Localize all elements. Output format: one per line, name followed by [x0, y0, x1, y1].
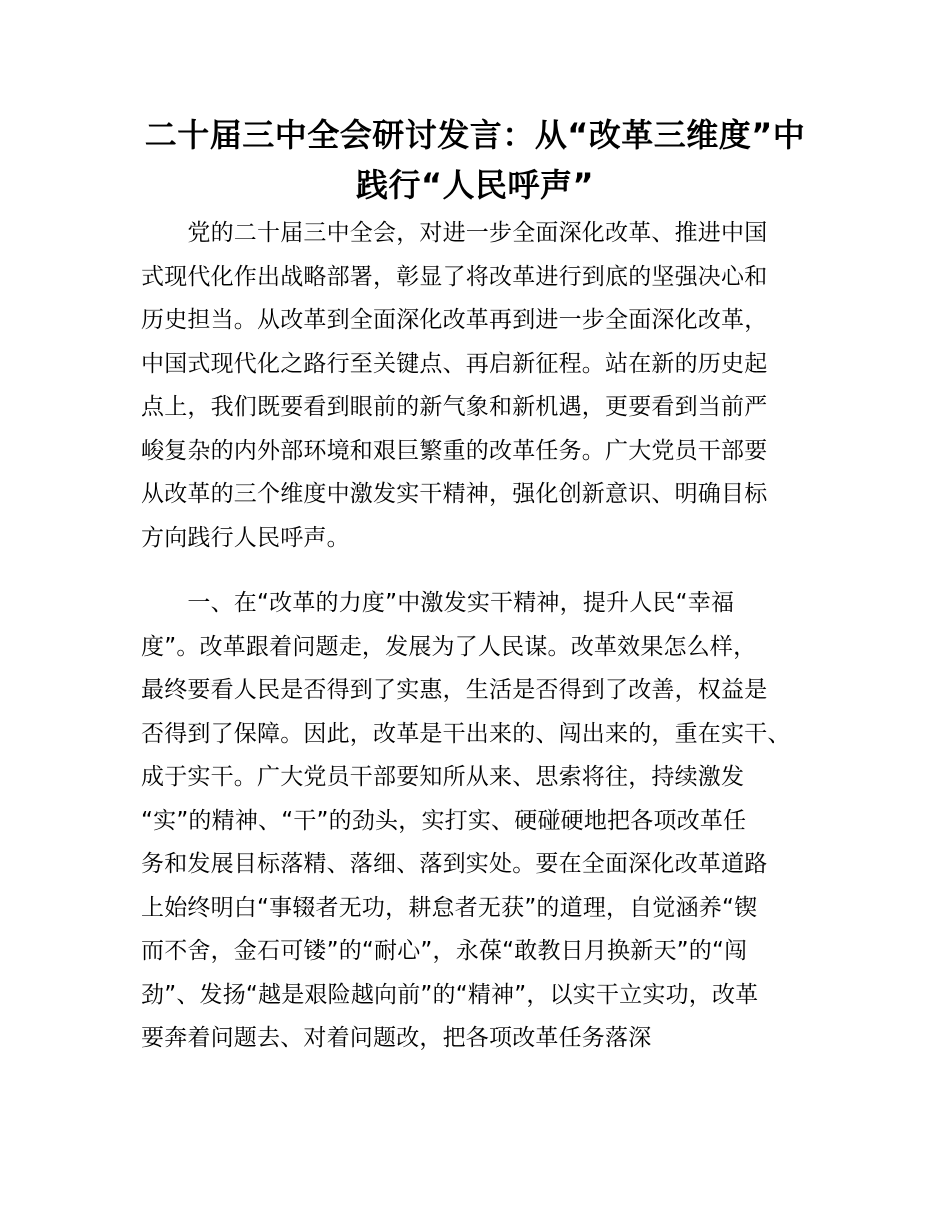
- paragraph-spacer: [141, 560, 831, 582]
- text-line: 而不舍，金石可镂”的“耐心”，永葆“敢教日月换新天”的“闯: [141, 938, 748, 964]
- text-line: 务和发展目标落精、落细、落到实处。要在全面深化改革道路: [141, 851, 768, 877]
- document-title: [110, 110, 840, 210]
- text-line: 历史担当。从改革到全面深化改革再到进一步全面深化改革，: [141, 307, 768, 333]
- text-line: 度”。改革跟着问题走，发展为了人民谋。改革效果怎么样，: [141, 633, 757, 660]
- text-line: 一、在“改革的力度”中激发实干精神，提升人民“幸福: [141, 590, 735, 616]
- text-line: 方向践行人民呼声。: [141, 524, 350, 551]
- text-line: 最终要看人民是否得到了实惠，生活是否得到了改善，权益是: [141, 677, 768, 703]
- text-line: 要奔着问题去、对着问题改，把各项改革任务落深: [141, 1025, 652, 1051]
- text-line: 成于实干。广大党员干部要知所从来、思索将往，持续激发: [141, 764, 745, 790]
- text-line: 中国式现代化之路行至关键点、再启新征程。站在新的历史起: [141, 350, 768, 377]
- title-line: 践行“人民呼声”: [355, 166, 595, 204]
- text-line: 点上，我们既要看到眼前的新气象和新机遇，更要看到当前严: [141, 394, 768, 420]
- paragraph-section-one: [141, 582, 831, 1061]
- text-line: 峻复杂的内外部环境和艰巨繁重的改革任务。广大党员干部要: [141, 437, 768, 464]
- title-line: 二十届三中全会研讨发言：从“改革三维度”中: [144, 116, 806, 154]
- text-line: “实”的精神、“干”的劲头，实打实、硬碰硬地把各项改革任: [141, 807, 747, 834]
- text-line: 式现代化作出战略部署，彰显了将改革进行到底的坚强决心和: [141, 263, 768, 290]
- document-body: [141, 212, 831, 1061]
- text-line: 上始终明白“事辍者无功，耕怠者无获”的道理，自觉涵养“锲: [141, 894, 758, 921]
- text-line: 否得到了保障。因此，改革是干出来的、闯出来的，重在实干、: [141, 720, 791, 747]
- text-line: 劲”、发扬“越是艰险越向前”的“精神”，以实干立实功，改革: [141, 981, 759, 1008]
- paragraph-intro: [141, 212, 831, 560]
- text-line: 党的二十届三中全会，对进一步全面深化改革、推进中国: [141, 220, 768, 246]
- text-line: 从改革的三个维度中激发实干精神，强化创新意识、明确目标: [141, 481, 768, 507]
